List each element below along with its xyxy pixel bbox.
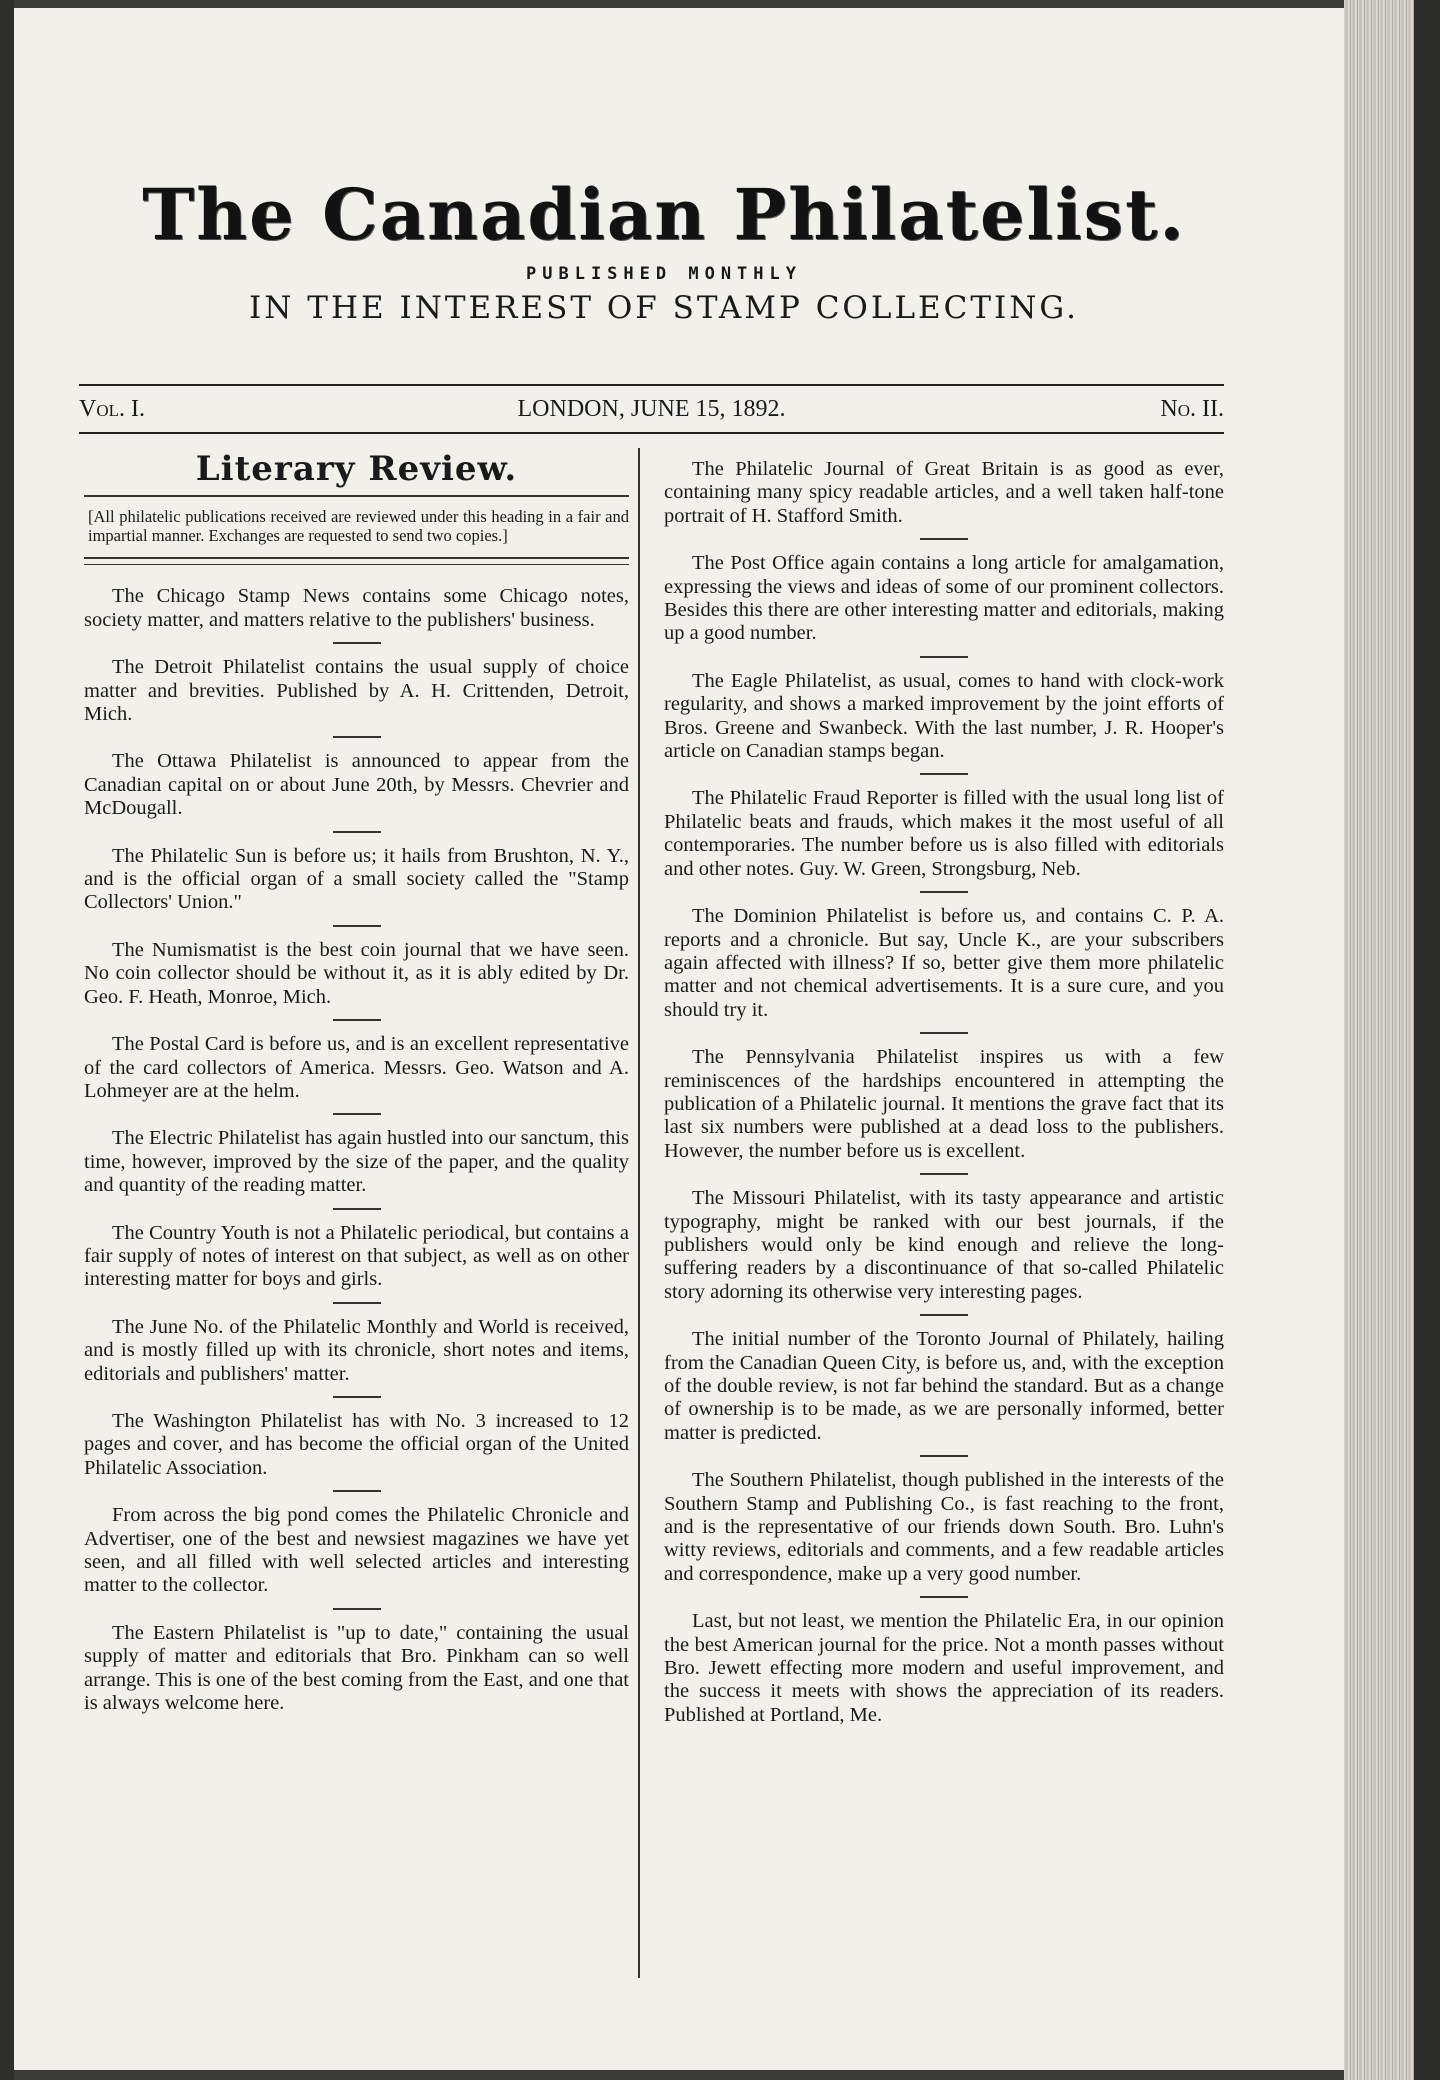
review-entry: The Eagle Philatelist, as usual, comes to hand with clock-work regularity, and shows a marked improvement by the joint efforts of Bros. Greene and Swanbeck. With the last number, J. R. Hooper's article on Canadian stamps began. [664,669,1224,763]
entry-separator [333,1302,381,1304]
double-rule [84,557,629,565]
issue-info-row [79,396,1224,432]
top-rule [79,384,1224,386]
review-entry: The Dominion Philatelist is before us, and contains C. P. A. reports and a chronicle. But say, Uncle K., are your subscribers again affected with illness? If so, better give them more philatelic matter and not chemical advertisements. It is a sure cure, and you should try it. [664,905,1224,1021]
review-entry: The initial number of the Toronto Journal of Philately, hailing from the Canadian Queen City, is before us, and, with the exception of the double review, is not far behind the standard. But as a change of ownership is to be made, as we are personally informed, better matter is predicted. [664,1328,1224,1444]
review-entry: The Philatelic Fraud Reporter is filled with the usual long list of Philatelic beats and frauds, which makes it the most useful of all contemporaries. The number before us is also filled with editorials and other notes. Guy. W. Green, Strongsburg, Neb. [664,787,1224,880]
review-entry: The Missouri Philatelist, with its tasty appearance and artistic typography, might be ranked with our best journals, if the publishers would only be kind enough and relieve the long-suffering readers by a discontinuance of that so-called Philatelic story adorning its otherwise very interesting pages. [664,1187,1224,1303]
entry-separator [333,642,381,644]
review-entry: The Washington Philatelist has with No. 3 increased to 12 pages and cover, and has become the official organ of the United Philatelic Association. [84,1409,629,1479]
entry-separator [333,1608,381,1610]
entry-separator [333,925,381,927]
entry-separator [920,1596,968,1598]
review-entry: The Ottawa Philatelist is announced to appear from the Canadian capital on or about June 20th, by Messrs. Chevrier and McDougall. [84,750,629,820]
issue-number: No. II. [1160,396,1224,422]
entry-separator [333,1396,381,1398]
volume-label: Vol. I. [79,396,145,422]
entry-separator [333,736,381,738]
publication-title: The Canadian Philatelist. [142,173,1186,256]
editorial-note: [All philatelic publications received are reviewed under this heading in a fair and impartial manner. Exchanges are requested to send two copies.] [88,507,629,546]
review-entry: The Chicago Stamp News contains some Chicago notes, society matter, and matters relative to the publishers' business. [84,585,629,631]
scan-right-border [1414,0,1440,2080]
entry-separator [920,538,968,540]
review-entry: The June No. of the Philatelic Monthly and World is received, and is mostly filled up with its chronicle, short notes and items, editorials and publishers' matter. [84,1315,629,1385]
review-entry: The Philatelic Journal of Great Britain is as good as ever, containing many spicy readable articles, and a well taken half-tone portrait of H. Stafford Smith. [664,458,1224,527]
bottom-rule [79,432,1224,434]
masthead [14,173,1314,326]
entry-separator [333,1019,381,1021]
review-entry: The Philatelic Sun is before us; it hails from Brushton, N. Y., and is the official organ of a small society called the "Stamp Collectors' Union." [84,844,629,914]
review-entry: From across the big pond comes the Philatelic Chronicle and Advertiser, one of the best and newsiest magazines we have yet seen, and all filled with well selected articles and interesting matter to the collector. [84,1504,629,1597]
left-column [84,448,629,1715]
entry-separator [920,1314,968,1316]
entry-separator [920,1173,968,1175]
review-entry: The Detroit Philatelist contains the usual supply of choice matter and brevities. Published by A. H. Crittenden, Detroit, Mich. [84,656,629,726]
review-entry: The Electric Philatelist has again hustled into our sanctum, this time, however, improved by the size of the paper, and the quality and quantity of the reading matter. [84,1127,629,1197]
review-entry: The Eastern Philatelist is "up to date," containing the usual supply of matter and editorials that Bro. Pinkham can so well arrange. This is one of the best coming from the East, and one that is always welcome here. [84,1621,629,1715]
book-page-edges [1344,0,1414,2080]
published-monthly-line: PUBLISHED MONTHLY [526,264,802,284]
dateline: LONDON, JUNE 15, 1892. [517,396,786,422]
column-divider [638,448,640,1978]
review-entry: The Southern Philatelist, though published in the interests of the Southern Stamp and Publishing Co., is fast reaching to the front, and is the representative of our friends down South. Bro. Luhn's witty reviews, editorials and comments, and a few readable articles and correspondence, make up a very good number. [664,1469,1224,1585]
entry-separator [920,1455,968,1457]
entry-separator [333,831,381,833]
heading-rule [84,495,629,497]
entry-separator [333,1490,381,1492]
section-heading: Literary Review. [195,449,518,489]
entry-separator [920,773,968,775]
entry-separator [333,1208,381,1210]
entry-separator [920,656,968,658]
review-entry: The Country Youth is not a Philatelic periodical, but contains a fair supply of notes of interest on that subject, as well as on other interesting matter for boys and girls. [84,1221,629,1291]
review-entry: The Postal Card is before us, and is an excellent representative of the card collectors of America. Messrs. Geo. Watson and A. Lohmeyer are at the helm. [84,1033,629,1102]
review-entry: The Numismatist is the best coin journal that we have seen. No coin collector should be without it, as it is ably edited by Dr. Geo. F. Heath, Monroe, Mich. [84,938,629,1008]
review-entry: The Post Office again contains a long article for amalgamation, expressing the views and ideas of some of our prominent collectors. Besides this there are other interesting matter and editorials, making up a good number. [664,552,1224,645]
review-entry: The Pennsylvania Philatelist inspires us with a few reminiscences of the hardships encountered in attempting the publication of a Philatelic journal. It mentions the grave fact that its last six numbers were published at a dead loss to the publishers. However, the number before us is excellent. [664,1046,1224,1162]
review-entry: Last, but not least, we mention the Philatelic Era, in our opinion the best American journal for the price. Not a month passes without Bro. Jewett effecting more modern and useful improvement, and the success it meets with shows the appreciation of its readers. Published at Portland, Me. [664,1610,1224,1726]
left-entries [84,585,629,1715]
entry-separator [920,891,968,893]
entry-separator [333,1113,381,1115]
tagline: IN THE INTEREST OF STAMP COLLECTING. [249,290,1079,326]
newspaper-page [14,8,1344,2070]
right-entries [664,458,1224,1727]
right-column [664,448,1224,1727]
entry-separator [920,1032,968,1034]
scan-left-border [0,0,14,2080]
